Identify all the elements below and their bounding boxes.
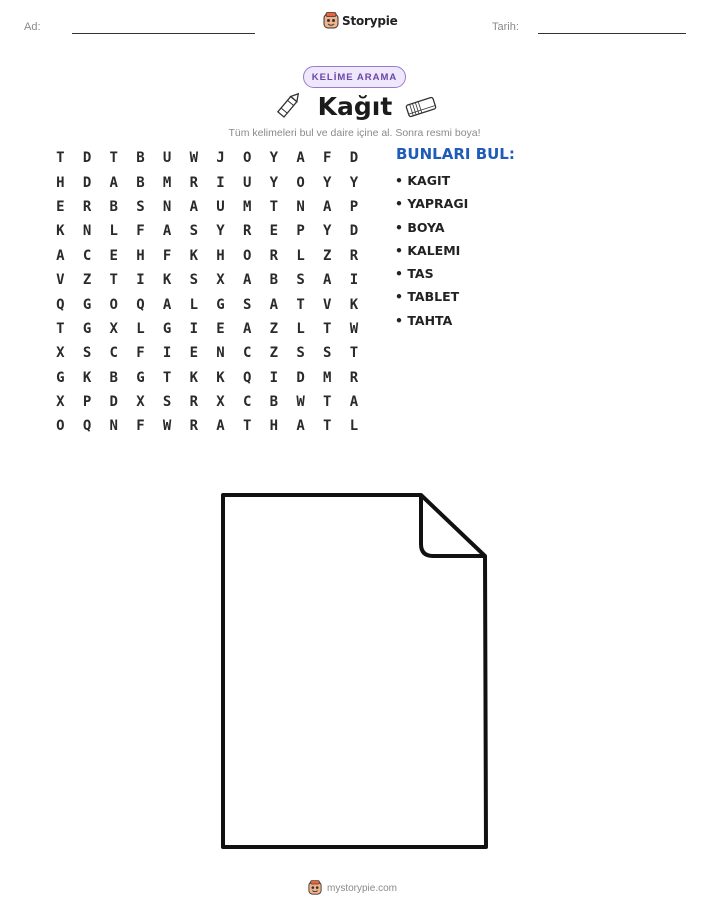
grid-letter[interactable]: S	[189, 272, 198, 289]
grid-letter[interactable]: D	[82, 174, 92, 191]
grid-letter[interactable]: A	[323, 272, 332, 289]
storypie-logo-icon	[308, 880, 322, 896]
grid-letter[interactable]: F	[323, 150, 332, 167]
date-label: Tarih:	[492, 21, 519, 33]
grid-letter[interactable]: N	[162, 198, 172, 215]
grid-letter[interactable]: E	[216, 320, 225, 337]
grid-letter[interactable]: N	[82, 223, 92, 240]
grid-letter[interactable]: O	[56, 418, 65, 435]
word-list-heading: BUNLARI BUL:	[396, 145, 515, 163]
grid-letter[interactable]: T	[56, 320, 65, 337]
name-label: Ad:	[24, 21, 41, 33]
grid-letter[interactable]: V	[323, 296, 332, 313]
grid-letter[interactable]: O	[242, 247, 252, 264]
word-item[interactable]: • TABLET	[395, 289, 460, 305]
grid-letter[interactable]: T	[109, 272, 118, 289]
grid-letter[interactable]: H	[216, 247, 225, 264]
grid-letter[interactable]: V	[56, 272, 65, 289]
grid-letter[interactable]: R	[189, 394, 198, 411]
word-list	[395, 171, 468, 334]
grid-letter[interactable]: Q	[242, 369, 252, 386]
grid-letter[interactable]: H	[56, 174, 65, 191]
grid-letter[interactable]: S	[82, 345, 92, 362]
grid-letter[interactable]: O	[242, 150, 252, 167]
grid-letter[interactable]: T	[323, 320, 332, 337]
grid-letter[interactable]: T	[242, 418, 252, 435]
grid-letter[interactable]: G	[136, 369, 145, 386]
grid-letter[interactable]: U	[242, 174, 252, 191]
grid-letter[interactable]: U	[216, 198, 225, 215]
grid-letter[interactable]: M	[323, 369, 332, 386]
grid-letter[interactable]: G	[82, 296, 92, 313]
grid-letter[interactable]: S	[189, 223, 198, 240]
grid-letter[interactable]: R	[349, 247, 359, 264]
grid-letter[interactable]: B	[136, 174, 145, 191]
grid-letter[interactable]: J	[216, 150, 225, 167]
grid-letter[interactable]: L	[296, 320, 305, 337]
word-item[interactable]: • TAHTA	[395, 312, 453, 328]
grid-letter[interactable]: Y	[216, 223, 225, 240]
grid-letter[interactable]: B	[269, 272, 279, 289]
grid-letter[interactable]: T	[56, 150, 65, 167]
grid-letter[interactable]: B	[109, 369, 118, 386]
grid-letter[interactable]: R	[349, 369, 359, 386]
grid-letter[interactable]: W	[296, 394, 305, 411]
grid-letter[interactable]: A	[216, 418, 225, 435]
grid-letter[interactable]: D	[82, 150, 92, 167]
grid-letter[interactable]: A	[323, 198, 332, 215]
grid-letter[interactable]: T	[269, 198, 279, 215]
grid-letter[interactable]: S	[162, 394, 172, 411]
grid-letter[interactable]: I	[269, 369, 279, 386]
grid-letter[interactable]: T	[323, 418, 332, 435]
grid-letter[interactable]: G	[56, 369, 65, 386]
grid-letter[interactable]: Y	[349, 174, 359, 191]
grid-letter[interactable]: L	[109, 223, 118, 240]
grid-letter[interactable]: A	[349, 394, 359, 411]
grid-letter[interactable]: Y	[323, 223, 332, 240]
grid-letter[interactable]: G	[216, 296, 225, 313]
grid-letter[interactable]: A	[296, 150, 305, 167]
grid-letter[interactable]: Y	[269, 150, 279, 167]
grid-letter[interactable]: H	[269, 418, 279, 435]
brand-logo	[323, 12, 398, 30]
grid-letter[interactable]: S	[296, 272, 305, 289]
grid-letter[interactable]: P	[82, 394, 92, 411]
grid-letter[interactable]: D	[296, 369, 305, 386]
grid-letter[interactable]: W	[349, 320, 359, 337]
grid-letter[interactable]: X	[56, 345, 65, 362]
letter-grid[interactable]	[47, 146, 367, 439]
grid-letter[interactable]: F	[136, 418, 145, 435]
grid-letter[interactable]: E	[189, 345, 198, 362]
grid-letter[interactable]: O	[296, 174, 305, 191]
grid-letter[interactable]: D	[349, 223, 359, 240]
word-item[interactable]: • YAPRAGI	[395, 196, 469, 212]
grid-letter[interactable]: K	[162, 272, 172, 289]
grid-letter[interactable]: X	[56, 394, 65, 411]
grid-letter[interactable]: N	[216, 345, 225, 362]
grid-letter[interactable]: Z	[269, 320, 279, 337]
grid-letter[interactable]: B	[136, 150, 145, 167]
grid-letter[interactable]: P	[296, 223, 305, 240]
grid-letter[interactable]: X	[136, 394, 145, 411]
grid-letter[interactable]: Q	[82, 418, 92, 435]
grid-letter[interactable]: S	[323, 345, 332, 362]
grid-letter[interactable]: F	[136, 223, 145, 240]
grid-letter[interactable]: I	[349, 272, 359, 289]
grid-letter[interactable]: G	[82, 320, 92, 337]
grid-letter[interactable]: Z	[82, 272, 92, 289]
grid-letter[interactable]: M	[242, 198, 252, 215]
grid-letter[interactable]: T	[323, 394, 332, 411]
brand-name: Storypie	[342, 14, 398, 28]
puzzle-type-badge: KELİME ARAMA	[303, 66, 406, 88]
grid-letter[interactable]: I	[136, 272, 145, 289]
grid-letter[interactable]: P	[349, 198, 359, 215]
grid-letter[interactable]: C	[242, 394, 252, 411]
grid-letter[interactable]: U	[162, 150, 172, 167]
grid-letter[interactable]: E	[56, 198, 65, 215]
grid-letter[interactable]: R	[269, 247, 279, 264]
grid-letter[interactable]: B	[269, 394, 279, 411]
grid-letter[interactable]: N	[109, 418, 118, 435]
crayon-icon	[275, 91, 301, 121]
grid-letter[interactable]: R	[82, 198, 92, 215]
grid-letter[interactable]: C	[82, 247, 92, 264]
grid-letter[interactable]: Z	[269, 345, 279, 362]
grid-letter[interactable]: T	[109, 150, 118, 167]
word-item[interactable]: • BOYA	[395, 219, 445, 235]
footer	[308, 880, 397, 896]
grid-letter[interactable]: L	[136, 320, 145, 337]
instructions-text: Tüm kelimeleri bul ve daire içine al. Sonra resmi boya!	[228, 127, 481, 139]
grid-letter[interactable]: F	[162, 247, 172, 264]
grid-letter[interactable]: W	[162, 418, 172, 435]
grid-letter[interactable]: I	[189, 320, 198, 337]
grid-letter[interactable]: E	[269, 223, 279, 240]
grid-letter[interactable]: K	[189, 247, 198, 264]
footer-url[interactable]: mystorypie.com	[327, 882, 398, 894]
grid-letter[interactable]: S	[296, 345, 305, 362]
grid-letter[interactable]: M	[162, 174, 172, 191]
grid-letter[interactable]: X	[216, 394, 225, 411]
grid-letter[interactable]: A	[269, 296, 279, 313]
grid-letter[interactable]: A	[296, 418, 305, 435]
grid-letter[interactable]: K	[82, 369, 92, 386]
grid-letter[interactable]: T	[296, 296, 305, 313]
eraser-icon	[403, 95, 439, 119]
grid-letter[interactable]: S	[242, 296, 252, 313]
grid-letter[interactable]: A	[242, 272, 252, 289]
grid-letter[interactable]: A	[162, 296, 172, 313]
grid-letter[interactable]: O	[109, 296, 118, 313]
grid-letter[interactable]: K	[189, 369, 198, 386]
grid-letter[interactable]: A	[56, 247, 65, 264]
grid-letter[interactable]: K	[216, 369, 225, 386]
grid-letter[interactable]: Q	[56, 296, 65, 313]
grid-letter[interactable]: A	[242, 320, 252, 337]
grid-letter[interactable]: Q	[136, 296, 145, 313]
grid-letter[interactable]: K	[349, 296, 359, 313]
grid-letter[interactable]: X	[109, 320, 118, 337]
date-line[interactable]	[538, 33, 686, 34]
grid-letter[interactable]: H	[136, 247, 145, 264]
grid-letter[interactable]: Y	[269, 174, 279, 191]
grid-letter[interactable]: R	[189, 418, 198, 435]
grid-letter[interactable]: A	[162, 223, 172, 240]
grid-letter[interactable]: L	[349, 418, 359, 435]
grid-letter[interactable]: A	[109, 174, 118, 191]
storypie-logo-icon	[323, 12, 339, 30]
grid-letter[interactable]: L	[296, 247, 305, 264]
grid-letter[interactable]: D	[349, 150, 359, 167]
name-line[interactable]	[72, 33, 255, 34]
grid-letter[interactable]: W	[189, 150, 198, 167]
grid-letter[interactable]: C	[242, 345, 252, 362]
grid-letter[interactable]: C	[109, 345, 118, 362]
grid-letter[interactable]: F	[136, 345, 145, 362]
grid-letter[interactable]: R	[189, 174, 198, 191]
paper-sheet-icon[interactable]	[218, 490, 492, 852]
grid-letter[interactable]: S	[136, 198, 145, 215]
grid-letter[interactable]: K	[56, 223, 65, 240]
grid-letter[interactable]: Z	[323, 247, 332, 264]
grid-letter[interactable]: L	[189, 296, 198, 313]
grid-letter[interactable]: I	[162, 345, 172, 362]
grid-letter[interactable]: E	[109, 247, 118, 264]
grid-letter[interactable]: A	[189, 198, 198, 215]
grid-letter[interactable]: R	[242, 223, 252, 240]
word-item[interactable]: • KAGIT	[395, 173, 451, 188]
grid-letter[interactable]: T	[349, 345, 359, 362]
grid-letter[interactable]: I	[216, 174, 225, 191]
grid-letter[interactable]: B	[109, 198, 118, 215]
grid-letter[interactable]: X	[216, 272, 225, 289]
word-item[interactable]: • TAS	[395, 266, 434, 282]
word-item[interactable]: • KALEMI	[395, 242, 461, 258]
grid-letter[interactable]: D	[109, 394, 118, 411]
grid-letter[interactable]: G	[162, 320, 172, 337]
grid-letter[interactable]: Y	[323, 174, 332, 191]
grid-letter[interactable]: T	[162, 369, 172, 386]
grid-letter[interactable]: N	[296, 198, 305, 215]
page-title: Kağıt	[317, 92, 393, 121]
